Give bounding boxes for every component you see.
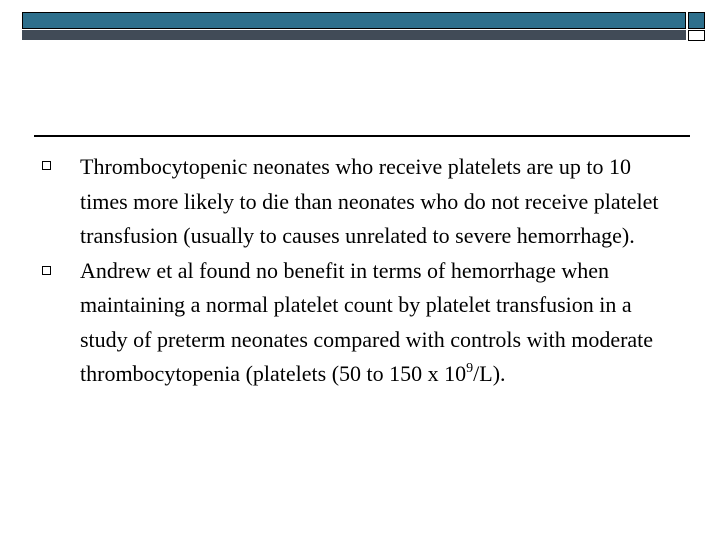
top-strip — [22, 30, 686, 40]
bullet-item-1 — [34, 150, 674, 254]
top-banner — [22, 12, 686, 29]
bullet-text-2-main: Andrew et al found no benefit in terms of hemorrhage when maintaining a normal platelet count by platelet transfusion in a study of preterm neonates compared with controls with moderate thrombocytopenia (platelets (50 to 150 x 10 — [80, 257, 654, 386]
bullet-text-2 — [80, 258, 653, 387]
bullet-text-2-exponent: 9 — [466, 361, 474, 376]
title-divider — [34, 135, 690, 137]
bullet-text-1: Thrombocytopenic neonates who receive platelets are up to 10 times more likely to die than neonates who do not receive platelet transfusion (usually to causes unrelated to severe hemorrhage). — [80, 154, 659, 248]
square-bullet-icon — [42, 266, 51, 275]
square-bullet-icon — [42, 161, 51, 170]
corner-box-bottom — [688, 30, 705, 41]
bullet-text-2-end: /L). — [473, 361, 506, 386]
bullet-item-2 — [34, 254, 674, 392]
bullet-list — [34, 150, 674, 392]
corner-box-top — [688, 12, 705, 29]
